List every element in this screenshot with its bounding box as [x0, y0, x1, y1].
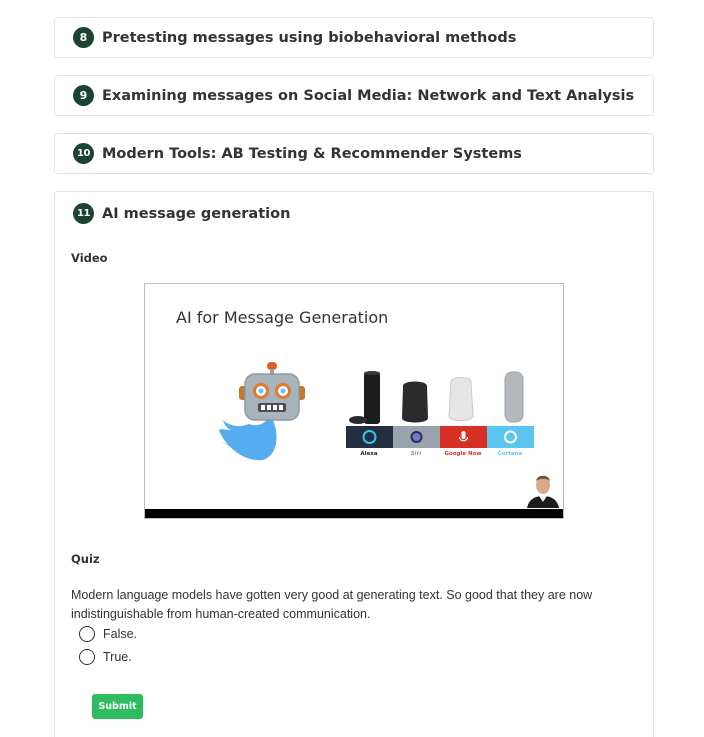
module-header[interactable] — [73, 203, 290, 224]
video-progress-bar[interactable] — [145, 509, 563, 518]
module-header[interactable] — [73, 143, 522, 164]
module-header[interactable] — [73, 85, 634, 106]
assistant-tile-alexa — [346, 426, 393, 448]
quiz-question: Modern language models have gotten very good at generating text. So good that they are now indistinguishable from human-created communication. — [71, 588, 593, 621]
alexa-icon — [346, 426, 393, 448]
module-number-badge: 9 — [73, 85, 94, 106]
siri-icon — [393, 426, 440, 448]
assistant-tile-google-now — [440, 426, 487, 448]
module-10[interactable] — [54, 133, 654, 174]
module-title: AI message generation — [102, 205, 291, 222]
module-number-badge: 8 — [73, 27, 94, 48]
slide-title: AI for Message Generation — [176, 308, 389, 327]
module-number-badge: 11 — [73, 203, 94, 224]
smart-speakers-image — [347, 370, 541, 430]
assistant-label-alexa: Alexa — [360, 451, 378, 457]
module-title: Examining messages on Social Media: Network and Text Analysis — [102, 87, 635, 104]
robot-icon — [237, 358, 307, 424]
assistant-label-cortana: Cortana — [497, 451, 523, 457]
radio-button[interactable] — [79, 649, 95, 665]
submit-button[interactable]: Submit — [92, 694, 143, 719]
module-number-badge: 10 — [73, 143, 94, 164]
option-label: False. — [103, 627, 138, 641]
module-9[interactable] — [54, 75, 654, 116]
presenter-avatar — [525, 468, 561, 508]
assistant-label-google-now: Google Now — [444, 451, 482, 457]
microphone-icon — [440, 426, 487, 448]
option-label: True. — [103, 650, 132, 664]
module-title: Pretesting messages using biobehavioral methods — [102, 29, 517, 46]
quiz-option-false[interactable] — [79, 626, 137, 642]
radio-button[interactable] — [79, 626, 95, 642]
quiz-section-label: Quiz — [71, 552, 100, 566]
cortana-icon — [487, 426, 534, 448]
video-player[interactable] — [144, 283, 564, 519]
assistant-tile-siri — [393, 426, 440, 448]
video-section-label: Video — [71, 251, 108, 265]
quiz-option-true[interactable] — [79, 649, 132, 665]
module-header[interactable] — [73, 27, 516, 48]
module-title: Modern Tools: AB Testing & Recommender Systems — [102, 145, 522, 162]
assistant-tile-cortana — [487, 426, 534, 448]
assistant-label-siri: Siri — [410, 451, 422, 457]
module-8[interactable] — [54, 17, 654, 58]
